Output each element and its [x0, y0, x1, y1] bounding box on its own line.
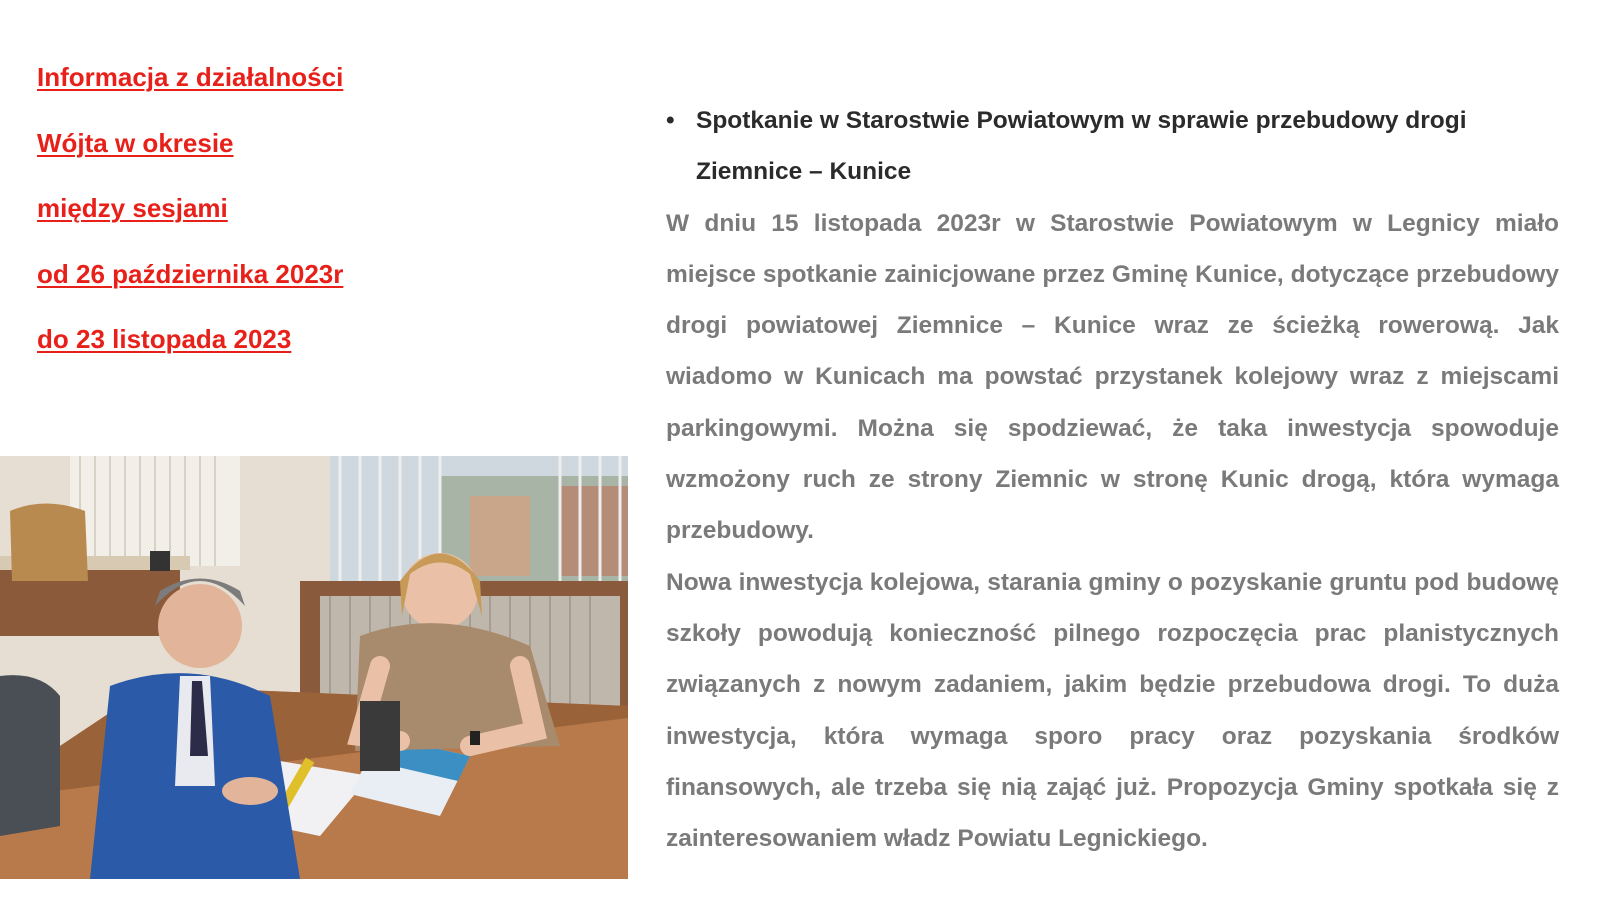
article-paragraph: W dniu 15 listopada 2023r w Starostwie Powiatowym w Legnicy miało miejsce spotkanie zainicjowane przez Gminę Kunice, dotyczące przebudowy drogi powiatowej Ziemnice – Kunice wraz ze ścieżką rowerową. Jak wiadomo w Kunicach ma powstać przystanek kolejowy wraz z miejscami parkingowymi. Można się spodziewać, że taka inwestycja spowoduje wzmożony ruch ze strony Ziemnic w stronę Kunic drogą, która wymaga przebudowy. [666, 209, 1559, 545]
meeting-photo-illustration [0, 456, 628, 879]
meeting-photo [0, 456, 628, 879]
bullet-icon: • [666, 107, 675, 134]
article-heading [666, 95, 1559, 198]
article-paragraph: Nowa inwestycja kolejowa, starania gminy o pozyskanie gruntu pod budowę szkoły powodują konieczność pilnego rozpoczęcia prac planistycznych związanych z nowym zadaniem, jakim będzie przebudowa drogi. To duża inwestycja, która wymaga sporo pracy oraz pozyskania środków finansowych, ale trzeba się nią zająć już. Propozycja Gminy spotkała się z zainteresowaniem władz Powiatu Legnickiego. [666, 568, 1559, 853]
title-line: między sesjami [37, 193, 228, 223]
title-line: Wójta w okresie [37, 127, 234, 158]
title-line: do 23 listopada 2023 [37, 324, 292, 354]
slide-title [37, 60, 597, 388]
title-line: od 26 października 2023r [37, 258, 344, 289]
article-heading-text: Spotkanie w Starostwie Powiatowym w sprawie przebudowy drogi Ziemnice – Kunice [696, 107, 1467, 186]
article [666, 95, 1559, 864]
title-line: Informacja z działalności [37, 62, 344, 92]
